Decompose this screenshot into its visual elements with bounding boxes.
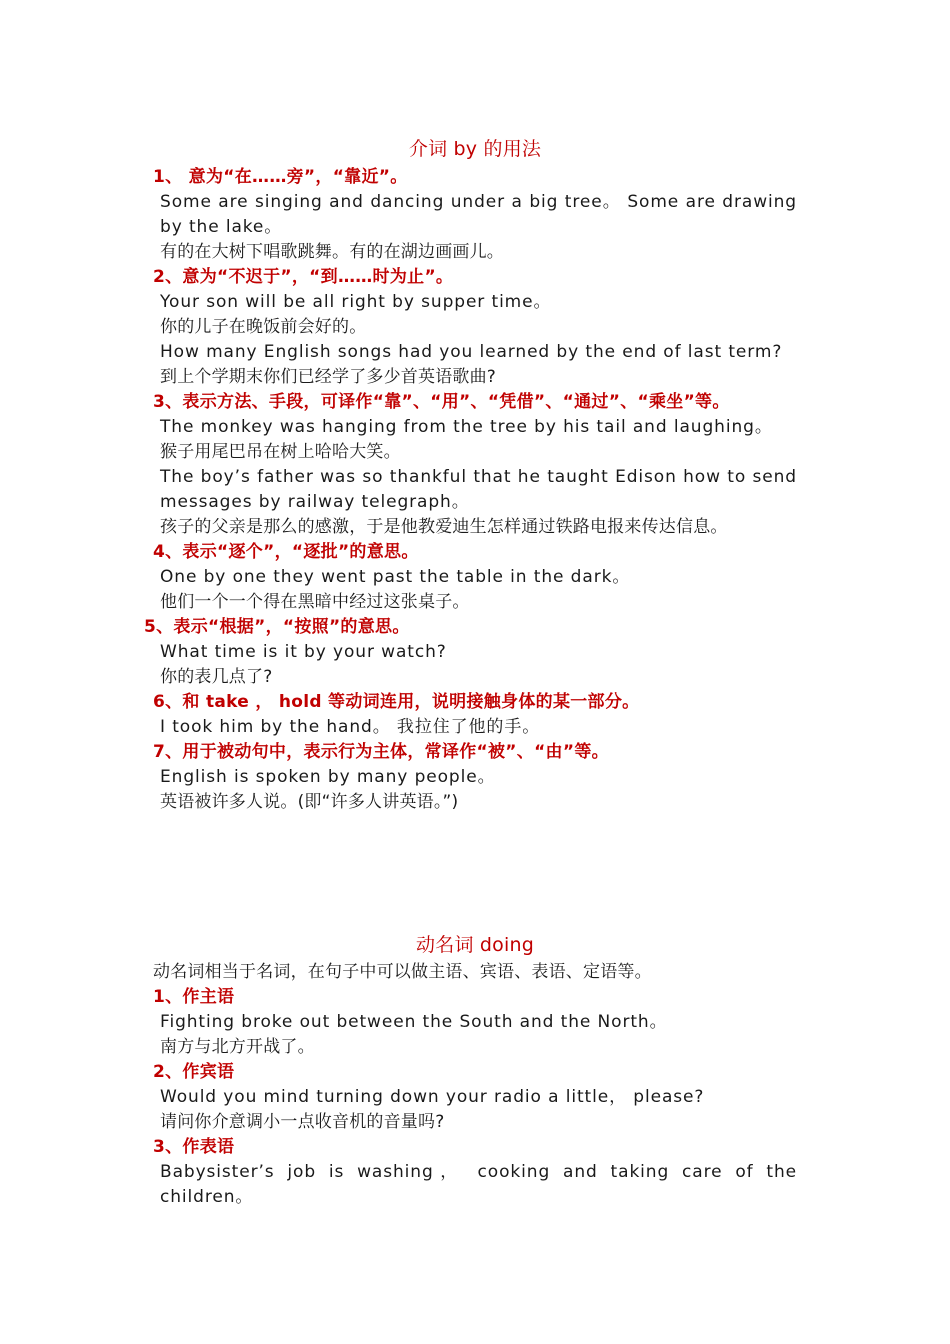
heading-6: 6、和 take ， hold 等动词连用，说明接触身体的某一部分。 [153, 692, 640, 712]
translation: 他们一个一个得在黑暗中经过这张桌子。 [160, 592, 470, 612]
translation: 你的表几点了? [160, 667, 273, 687]
example-sentence: Babysister’s job is washing， cooking and taking care of the children。 [160, 1162, 797, 1207]
translation: 猴子用尾巴吊在树上哈哈大笑。 [160, 442, 401, 462]
heading-5: 5、表示“根据”，“按照”的意思。 [144, 617, 410, 637]
heading-4: 4、表示“逐个”，“逐批”的意思。 [153, 542, 419, 562]
section-gerund [153, 933, 797, 1210]
translation: 英语被许多人说。(即“许多人讲英语。”) [160, 792, 459, 812]
heading-3: 3、表示方法、手段，可译作“靠”、“用”、“凭借”、“通过”、“乘坐”等。 [153, 392, 730, 412]
heading-3: 3、作表语 [153, 1137, 235, 1157]
translation: 请问你介意调小一点收音机的音量吗? [160, 1112, 445, 1132]
example-sentence: How many English songs had you learned by the end of last term? [160, 342, 783, 362]
translation: 南方与北方开战了。 [160, 1037, 315, 1057]
section-title: 介词 by 的用法 [408, 138, 542, 160]
example-sentence: English is spoken by many people。 [160, 767, 496, 787]
example-sentence: The monkey was hanging from the tree by his tail and laughing。 [160, 417, 773, 437]
section-by-usage [144, 137, 797, 815]
example-sentence: Some are singing and dancing under a big tree。 Some are drawing by the lake。 [160, 192, 797, 237]
heading-1: 1、作主语 [153, 987, 235, 1007]
heading-1: 1、 意为“在……旁”，“靠近”。 [153, 167, 408, 187]
example-sentence: I took him by the hand。 我拉住了他的手。 [160, 717, 541, 737]
section-title: 动名词 doing [416, 934, 534, 956]
translation: 你的儿子在晚饭前会好的。 [160, 317, 367, 337]
heading-2: 2、作宾语 [153, 1062, 235, 1082]
translation: 有的在大树下唱歌跳舞。有的在湖边画画儿。 [160, 242, 504, 262]
translation: 孩子的父亲是那么的感激，于是他教爱迪生怎样通过铁路电报来传达信息。 [160, 517, 728, 537]
translation: 到上个学期末你们已经学了多少首英语歌曲? [160, 367, 497, 387]
example-sentence: The boy’s father was so thankful that he taught Edison how to send messages by railway telegraph。 [160, 467, 797, 512]
heading-7: 7、用于被动句中，表示行为主体，常译作“被”、“由”等。 [153, 742, 609, 762]
heading-2: 2、意为“不迟于”，“到……时为止”。 [153, 267, 454, 287]
example-sentence: What time is it by your watch? [160, 642, 447, 662]
intro-text: 动名词相当于名词，在句子中可以做主语、宾语、表语、定语等。 [153, 962, 652, 982]
example-sentence: One by one they went past the table in the dark。 [160, 567, 631, 587]
example-sentence: Fighting broke out between the South and the North。 [160, 1012, 668, 1032]
example-sentence: Your son will be all right by supper time。 [160, 292, 552, 312]
example-sentence: Would you mind turning down your radio a little， please? [160, 1087, 705, 1107]
